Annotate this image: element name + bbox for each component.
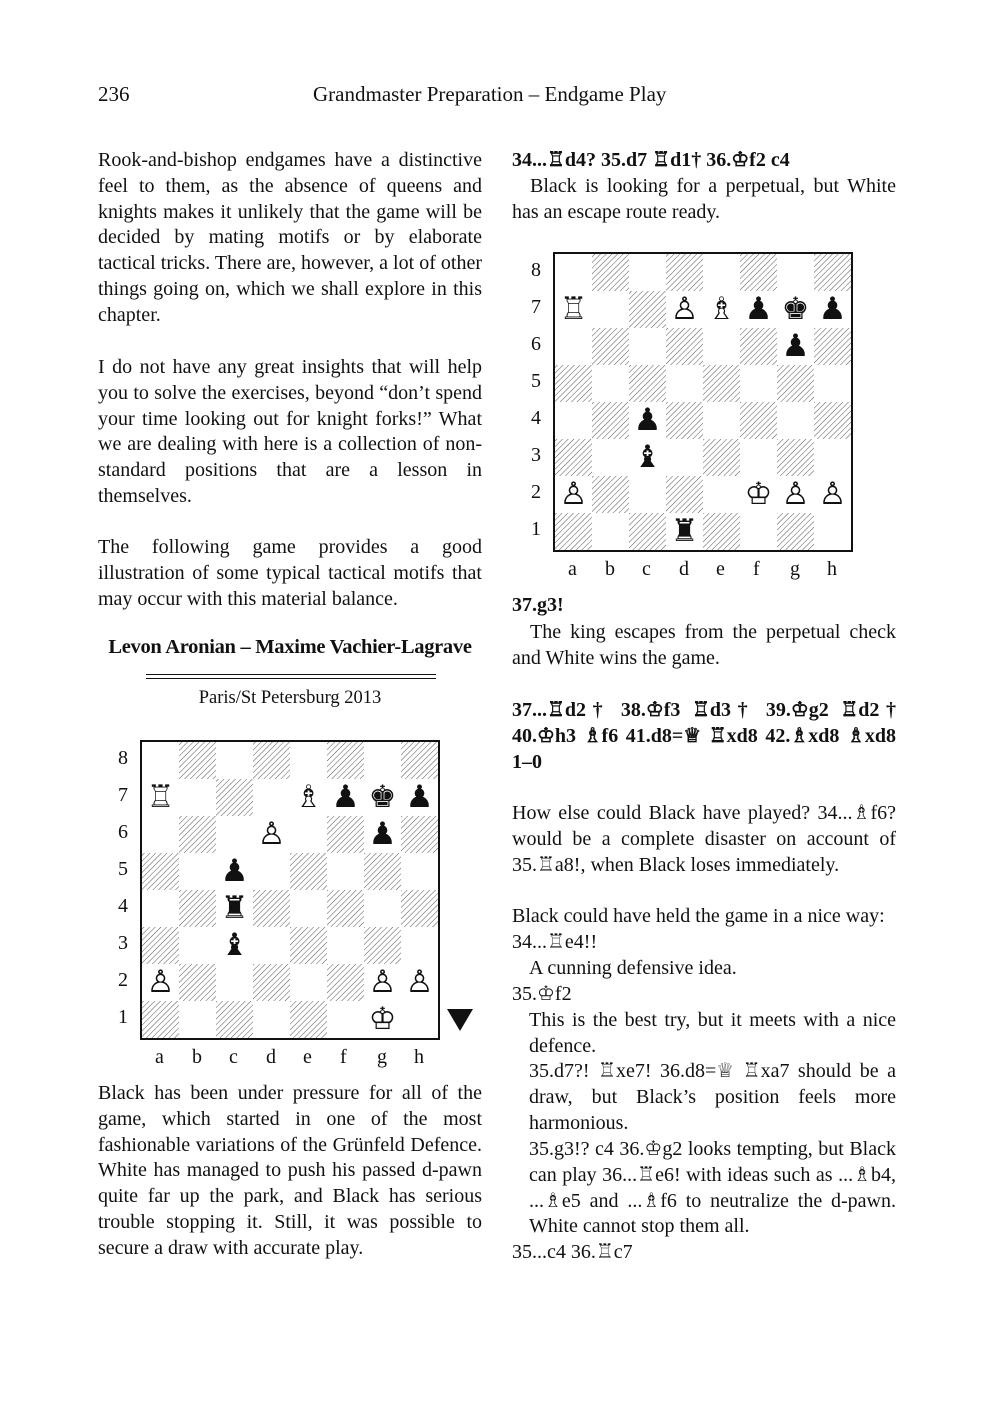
game-title: Levon Aronian – Maxime Vachier-Lagrave xyxy=(108,636,472,658)
chess-piece-c5-icon: ♟ xyxy=(216,853,253,890)
dark-square xyxy=(666,402,703,439)
comment-king-escapes: The king escapes from the perpetual check and White wins the game. xyxy=(512,621,896,669)
line-move: 35.♔f2 xyxy=(512,983,572,1005)
dark-square xyxy=(179,964,216,1001)
chess-piece-d6-icon: ♙ xyxy=(253,816,290,853)
chess-piece-c3-icon: ♝ xyxy=(629,439,666,476)
chess-piece-h7-icon: ♟ xyxy=(401,779,438,816)
variation-1: 35.d7?! ♖xe7! 36.d8=♕ ♖xa7 should be a draw, but Black’s position feels more harmonious. xyxy=(529,1060,896,1134)
illustration-paragraph: The following game provides a good illustration of some typical tactical motifs that may occur with this material balance. xyxy=(98,536,482,610)
chess-piece-c3-icon: ♝ xyxy=(216,927,253,964)
dark-square xyxy=(740,402,777,439)
title-rule-top xyxy=(146,674,436,675)
dark-square xyxy=(814,254,851,291)
chess-piece-h2-icon: ♙ xyxy=(401,964,438,1001)
pressure-paragraph: Black has been under pressure for all of the game, which started in one of the most fashionable variations of the Grünfeld Defence. White has managed to push his passed d-pawn quite far up the park, and Black has serious trouble stopping it. Still, it was possible to secure a draw with accurate play. xyxy=(98,1082,482,1259)
intro-paragraph: Rook-and-bishop endgames have a distinctive feel to them, as the absence of queens and knights makes it unlikely that the game will be decided by mating motifs or by elaborate tactical tricks. There are, however, a lot of other things going on, which we shall explore in this chapter. xyxy=(98,149,482,326)
dark-square xyxy=(592,476,629,513)
dark-square xyxy=(703,513,740,550)
dark-square xyxy=(401,742,438,779)
file-label: a xyxy=(155,1046,164,1068)
dark-square xyxy=(253,964,290,1001)
file-label: g xyxy=(790,558,800,580)
rank-label: 4 xyxy=(531,407,541,429)
hold-comment: A cunning defensive idea. xyxy=(529,957,737,979)
file-label: a xyxy=(568,558,577,580)
dark-square xyxy=(666,476,703,513)
final-moves: 35...c4 36.♖c7 xyxy=(512,1241,633,1263)
dark-square xyxy=(216,1001,253,1038)
file-label: h xyxy=(827,558,837,580)
alternative-paragraph: How else could Black have played? 34...♗f6? would be a complete disaster on account of 35.♖a8!, when Black loses immediately. xyxy=(512,802,896,876)
chess-piece-a7-icon: ♖ xyxy=(555,291,592,328)
rank-label: 1 xyxy=(118,1006,128,1028)
dark-square xyxy=(142,927,179,964)
file-label: e xyxy=(303,1046,312,1068)
dark-square xyxy=(740,328,777,365)
chess-piece-a2-icon: ♙ xyxy=(555,476,592,513)
chess-piece-a2-icon: ♙ xyxy=(142,964,179,1001)
chess-piece-f7-icon: ♟ xyxy=(327,779,364,816)
variation-2: 35.g3!? c4 36.♔g2 looks tempting, but Black can play 36...♖e6! with ideas such as ...♗b4, ...♗e5 and ...♗f6 to neutralize the d-pawn. White cannot stop them all. xyxy=(529,1138,896,1238)
rank-label: 5 xyxy=(118,858,128,880)
dark-square xyxy=(327,816,364,853)
chess-piece-g7-icon: ♚ xyxy=(777,291,814,328)
rank-label: 6 xyxy=(118,821,128,843)
file-label: f xyxy=(753,558,760,580)
dark-square xyxy=(555,365,592,402)
rank-label: 1 xyxy=(531,518,541,540)
rank-label: 6 xyxy=(531,333,541,355)
dark-square xyxy=(179,742,216,779)
dark-square xyxy=(814,402,851,439)
chess-piece-g2-icon: ♙ xyxy=(364,964,401,1001)
dark-square xyxy=(629,513,666,550)
rank-label: 7 xyxy=(118,784,128,806)
dark-square xyxy=(253,742,290,779)
dark-square xyxy=(327,964,364,1001)
dark-square xyxy=(666,328,703,365)
game-venue: Paris/St Petersburg 2013 xyxy=(198,688,382,708)
black-to-move-icon xyxy=(447,1009,473,1031)
rank-label: 8 xyxy=(531,259,541,281)
file-label: d xyxy=(266,1046,276,1068)
comment-perpetual: Black is looking for a perpetual, but White has an escape route ready. xyxy=(512,175,896,223)
file-label: e xyxy=(716,558,725,580)
dark-square xyxy=(814,328,851,365)
dark-square xyxy=(327,742,364,779)
dark-square xyxy=(592,328,629,365)
rank-label: 4 xyxy=(118,895,128,917)
chess-piece-g7-icon: ♚ xyxy=(364,779,401,816)
chess-piece-f2-icon: ♔ xyxy=(740,476,777,513)
rank-label: 3 xyxy=(118,932,128,954)
rank-label: 3 xyxy=(531,444,541,466)
dark-square xyxy=(703,439,740,476)
chess-piece-c4-icon: ♜ xyxy=(216,890,253,927)
dark-square xyxy=(555,439,592,476)
dark-square xyxy=(592,254,629,291)
rank-label: 8 xyxy=(118,747,128,769)
dark-square xyxy=(290,853,327,890)
running-title: Grandmaster Preparation – Endgame Play xyxy=(313,82,667,106)
dark-square xyxy=(179,890,216,927)
chess-piece-d1-icon: ♜ xyxy=(666,513,703,550)
file-label: g xyxy=(377,1046,387,1068)
chess-piece-a7-icon: ♖ xyxy=(142,779,179,816)
chess-piece-h2-icon: ♙ xyxy=(814,476,851,513)
chess-piece-e7-icon: ♗ xyxy=(290,779,327,816)
file-label: b xyxy=(605,558,615,580)
rank-label: 5 xyxy=(531,370,541,392)
dark-square xyxy=(401,816,438,853)
dark-square xyxy=(216,779,253,816)
dark-square xyxy=(629,291,666,328)
rank-label: 2 xyxy=(531,481,541,503)
title-rule-bottom xyxy=(146,678,436,679)
file-label: c xyxy=(229,1046,238,1068)
file-label: f xyxy=(340,1046,347,1068)
dark-square xyxy=(290,927,327,964)
dark-square xyxy=(777,439,814,476)
chess-piece-g6-icon: ♟ xyxy=(364,816,401,853)
file-label: h xyxy=(414,1046,424,1068)
main-line-moves-3: 37...♖d2† 38.♔f3 ♖d3† 39.♔g2 ♖d2† 40.♔h3 ♗f6 41.d8=♕ ♖xd8 42.♗xd8 ♗xd8 1–0 xyxy=(512,699,896,773)
insights-paragraph: I do not have any great insights that will help you to solve the exercises, beyond “don’t spend your time looking out for knight forks!” What we are dealing with here is a collection of non-standard positions that are a lesson in themselves. xyxy=(98,356,482,507)
dark-square xyxy=(364,927,401,964)
hold-intro: Black could have held the game in a nice way: xyxy=(512,905,885,927)
dark-square xyxy=(703,365,740,402)
hold-move: 34...♖e4!! xyxy=(512,931,598,953)
dark-square xyxy=(142,1001,179,1038)
chess-piece-e7-icon: ♗ xyxy=(703,291,740,328)
dark-square xyxy=(142,853,179,890)
main-line-moves-1: 34...♖d4? 35.d7 ♖d1† 36.♔f2 c4 xyxy=(512,149,790,171)
main-line-moves-2: 37.g3! xyxy=(512,594,564,616)
rank-label: 2 xyxy=(118,969,128,991)
dark-square xyxy=(777,513,814,550)
chess-piece-f7-icon: ♟ xyxy=(740,291,777,328)
chess-piece-g6-icon: ♟ xyxy=(777,328,814,365)
chess-piece-h7-icon: ♟ xyxy=(814,291,851,328)
dark-square xyxy=(555,513,592,550)
dark-square xyxy=(629,365,666,402)
chess-diagram-2 xyxy=(553,252,853,552)
dark-square xyxy=(777,365,814,402)
dark-square xyxy=(327,890,364,927)
dark-square xyxy=(290,1001,327,1038)
chess-diagram-1 xyxy=(140,740,440,1040)
chess-piece-g1-icon: ♔ xyxy=(364,1001,401,1038)
dark-square xyxy=(740,254,777,291)
chess-piece-d7-icon: ♙ xyxy=(666,291,703,328)
chess-piece-g2-icon: ♙ xyxy=(777,476,814,513)
rank-label: 7 xyxy=(531,296,541,318)
file-label: c xyxy=(642,558,651,580)
chess-piece-c4-icon: ♟ xyxy=(629,402,666,439)
dark-square xyxy=(253,890,290,927)
file-label: b xyxy=(192,1046,202,1068)
dark-square xyxy=(401,890,438,927)
dark-square xyxy=(592,402,629,439)
dark-square xyxy=(364,853,401,890)
dark-square xyxy=(666,254,703,291)
file-label: d xyxy=(679,558,689,580)
line-comment: This is the best try, but it meets with a nice defence. xyxy=(529,1009,896,1057)
page-number: 236 xyxy=(98,82,130,106)
dark-square xyxy=(179,816,216,853)
